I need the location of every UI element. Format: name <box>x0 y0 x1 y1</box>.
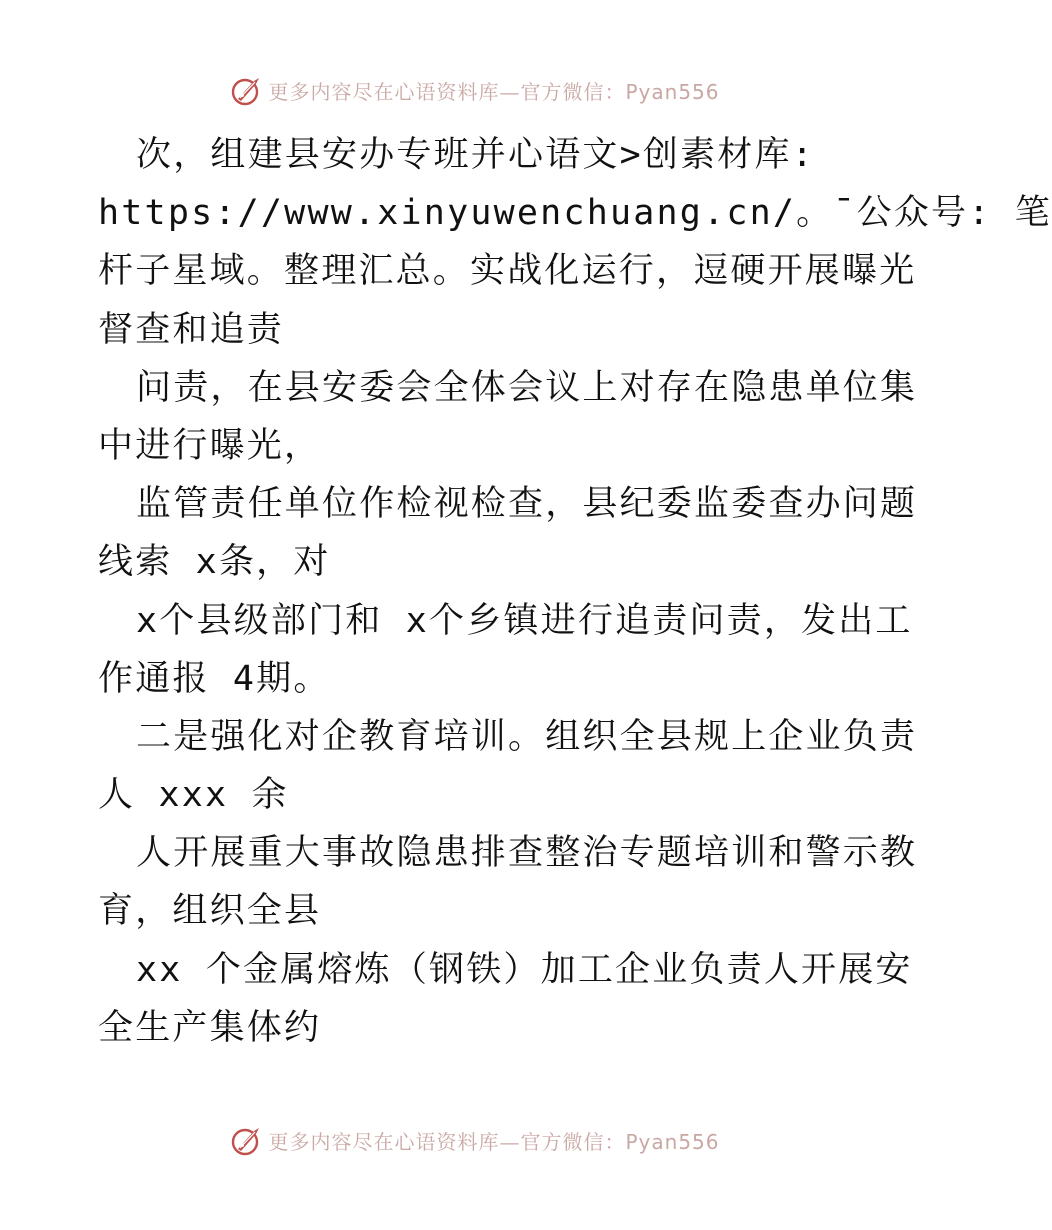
document-line: 二是强化对企教育培训。组织全县规上企业负责 <box>136 716 918 757</box>
document-line: 中进行曝光， <box>98 425 322 466</box>
pen-nib-logo-icon <box>230 73 264 107</box>
watermark-wechat-id: Pyan556 <box>625 79 720 104</box>
document-line: 人 xxx 余 <box>98 775 289 816</box>
document-line: 次，组建县安办专班并心语文>创素材库: <box>136 135 815 175</box>
pen-nib-logo-icon <box>230 1123 264 1157</box>
footer-watermark <box>0 1120 950 1160</box>
document-line: 人开展重大事故隐患排查整治专题培训和警示教 <box>136 833 918 874</box>
document-line: 全生产集体约 <box>98 1007 322 1048</box>
document-line: 育，组织全县 <box>98 891 322 932</box>
document-line: 问责，在县安委会全体会议上对存在隐患单位集 <box>136 367 918 408</box>
watermark-wechat-id: Pyan556 <box>625 1129 720 1154</box>
watermark-text: 更多内容尽在心语资料库—官方微信：Pyan556 <box>268 1129 720 1154</box>
document-line: 督查和追责 <box>98 309 285 350</box>
document-line: 杆子星域。整理汇总。实战化运行，逗硬开展曝光 <box>98 251 917 292</box>
document-line: https://www.xinyuwenchuang.cn/。¯公众号: 笔 <box>98 193 1052 234</box>
document-line: xx 个金属熔炼（钢铁）加工企业负责人开展安 <box>136 949 913 990</box>
document-body <box>98 126 1052 1057</box>
watermark-text: 更多内容尽在心语资料库—官方微信：Pyan556 <box>268 79 720 104</box>
document-line: 作通报 4期。 <box>98 658 331 699</box>
document-line: 线索 x条，对 <box>98 542 331 583</box>
document-line: x个县级部门和 x个乡镇进行追责问责，发出工 <box>136 600 913 641</box>
header-watermark <box>0 70 950 110</box>
document-line: 监管责任单位作检视检查，县纪委监委查办问题 <box>136 484 918 525</box>
